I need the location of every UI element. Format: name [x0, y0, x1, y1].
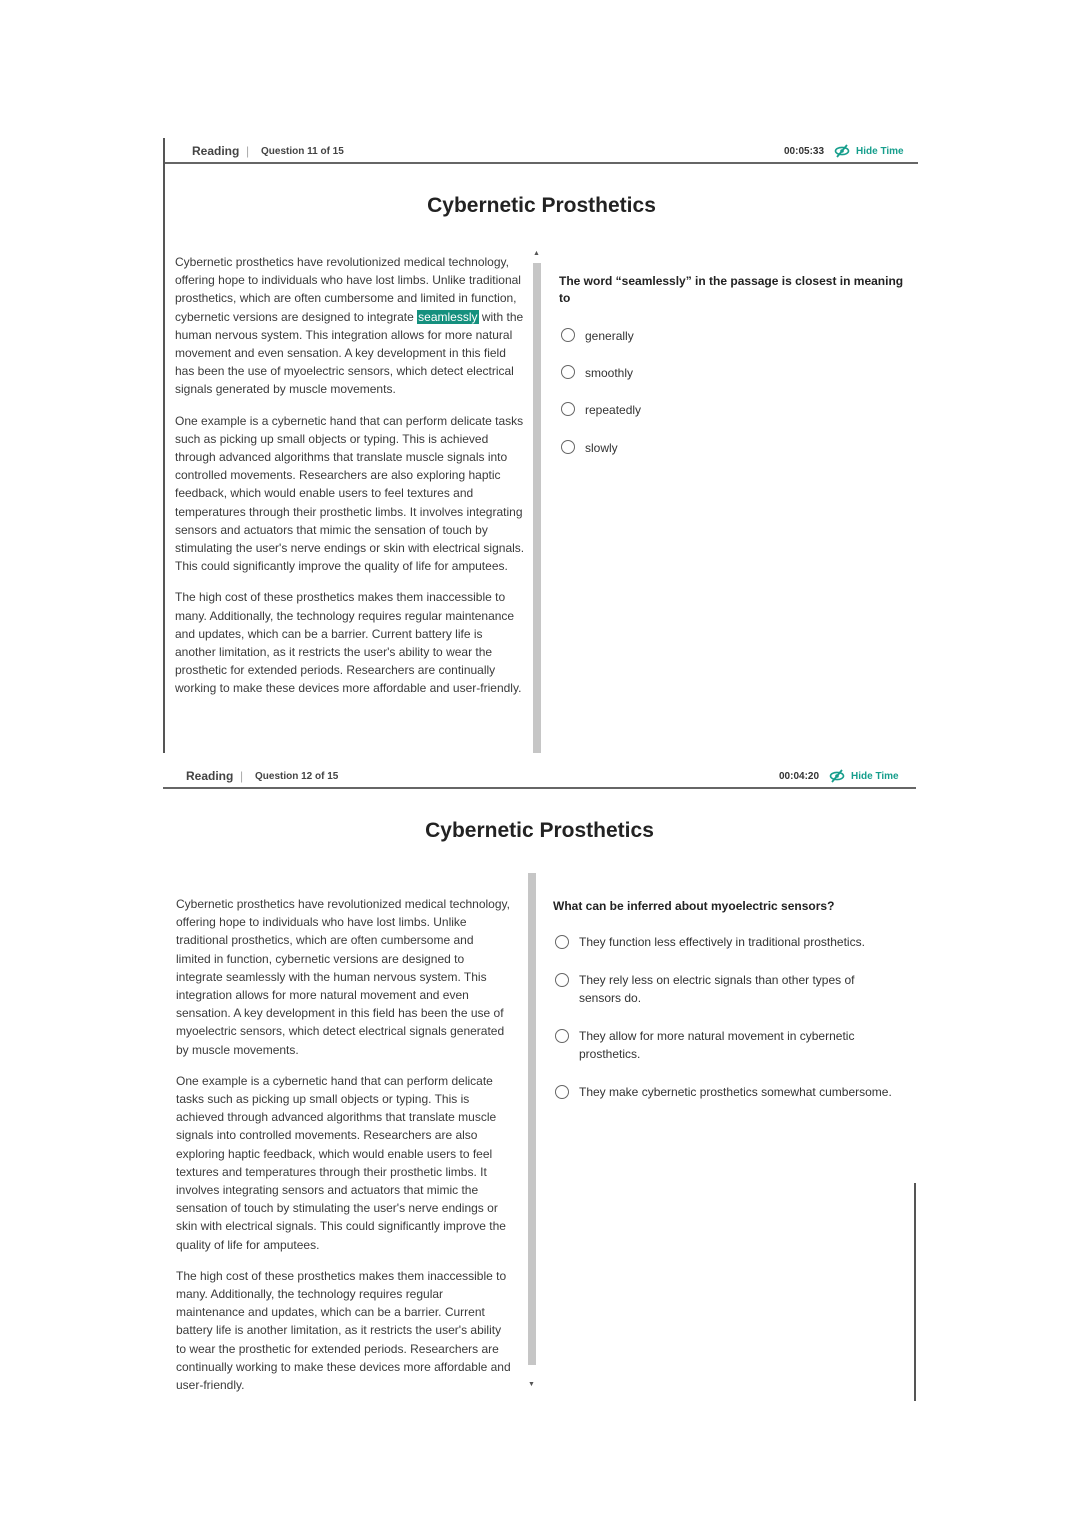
section-label: Reading: [192, 144, 240, 158]
header-separator: |: [240, 769, 244, 783]
section-label: Reading: [186, 769, 234, 783]
passage-paragraph: One example is a cybernetic hand that can perform delicate tasks such as picking up small objects or typing. This is achieved through advanced algorithms that translate muscle signals into controlled movements. Researchers are also exploring haptic feedback, which would enable users to feel textures and temperatures through their prosthetic limbs. It involves integrating sensors and actuators that mimic the sensation of touch by stimulating the user's nerve endings or skin with electrical signals. This could significantly improve the quality of life for amputees.: [176, 1073, 506, 1252]
passage-text: with the human nervous system. This integration allows for more natural movement and even sensation. A key development in this field has been the use of myoelectric sensors, which detect electrical signals generated by muscle movements.: [175, 309, 524, 397]
highlighted-word: seamlessly: [418, 309, 478, 324]
timer: 00:04:20: [779, 771, 820, 782]
header-separator: |: [246, 144, 250, 158]
answer-option-label[interactable]: slowly: [585, 441, 618, 455]
answer-option-label[interactable]: repeatedly: [585, 403, 642, 417]
answer-radio[interactable]: [555, 1029, 569, 1043]
hide-time-button[interactable]: Hide Time: [856, 146, 904, 157]
scroll-down-arrow[interactable]: ▼: [528, 1381, 535, 1388]
question-text: The word “seamlessly” in the passage is closest in meaning to: [559, 274, 904, 305]
answer-option-label[interactable]: They allow for more natural movement in cybernetic prosthetics.: [579, 1029, 855, 1061]
answer-option-label[interactable]: They function less effectively in traditional prosthetics.: [579, 935, 865, 949]
answer-option-label[interactable]: They rely less on electric signals than other types of sensors do.: [579, 973, 855, 1005]
eye-slash-icon[interactable]: [834, 144, 850, 158]
reading-passage: [175, 253, 525, 711]
passage-paragraph: One example is a cybernetic hand that can perform delicate tasks such as picking up small objects or typing. This is achieved through advanced algorithms that translate muscle signals into controlled movements. Researchers are also exploring haptic feedback, which would enable users to feel textures and temperatures through their prosthetic limbs. It involves integrating sensors and actuators that mimic the sensation of touch by stimulating the user's nerve endings or skin with electrical signals. This could significantly improve the quality of life for amputees.: [175, 413, 525, 574]
question-11-screen: [163, 138, 918, 753]
answer-radio[interactable]: [561, 402, 575, 416]
question-text: What can be inferred about myoelectric sensors?: [553, 899, 835, 913]
question-counter: Question 12 of 15: [255, 771, 339, 782]
hide-time-button[interactable]: Hide Time: [851, 771, 899, 782]
passage-paragraph: [175, 253, 525, 399]
eye-slash-icon[interactable]: [829, 769, 845, 783]
answer-option-label[interactable]: They make cybernetic prosthetics somewhat cumbersome.: [579, 1085, 892, 1099]
header-bar: [163, 763, 916, 789]
answer-radio[interactable]: [561, 440, 575, 454]
passage-title: Cybernetic Prosthetics: [427, 194, 656, 217]
question-12-screen: [163, 763, 916, 1393]
answer-radio[interactable]: [561, 328, 575, 342]
passage-scrollbar[interactable]: [533, 263, 541, 753]
answer-option-label[interactable]: smoothly: [585, 366, 634, 380]
answer-radio[interactable]: [555, 973, 569, 987]
passage-scrollbar[interactable]: [528, 873, 536, 1365]
passage-paragraph: The high cost of these prosthetics makes them inaccessible to many. Additionally, the technology requires regular maintenance and updates, which can be a barrier. Current battery life is another limitation, as it restricts the user's ability to wear the prosthetic for extended periods. Researchers are continually working to make these devices more affordable and user-friendly.: [176, 1268, 511, 1393]
header-bar: [165, 138, 918, 164]
answer-radio[interactable]: [555, 1085, 569, 1099]
timer: 00:05:33: [784, 146, 825, 157]
passage-title: Cybernetic Prosthetics: [425, 819, 654, 842]
answer-option-label[interactable]: generally: [585, 329, 634, 343]
passage-paragraph: Cybernetic prosthetics have revolutionized medical technology, offering hope to individuals who have lost limbs. Unlike traditional prosthetics, which are often cumbersome and limited in function, cybernetic versions are designed to integrate seamlessly with the human nervous system. This integration allows for more natural movement and even sensation. A key development in this field has been the use of myoelectric sensors, which detect electrical signals generated by muscle movements.: [176, 897, 510, 1057]
answer-radio[interactable]: [555, 935, 569, 949]
passage-paragraph: The high cost of these prosthetics makes them inaccessible to many. Additionally, the technology requires regular maintenance and updates, which can be a barrier. Current battery life is another limitation, as it restricts the user's ability to wear the prosthetic for extended periods. Researchers are continually working to make these devices more affordable and user-friendly.: [175, 590, 522, 696]
answer-radio[interactable]: [561, 365, 575, 379]
passage-text: Cybernetic prosthetics have revolutionized medical technology, offering hope to individuals who have lost limbs. Unlike traditional prosthetics, which are often cumbersome and limited in function, cybernetic versions are designed to integrate: [175, 255, 521, 324]
question-counter: Question 11 of 15: [261, 146, 344, 157]
scroll-up-arrow[interactable]: ▲: [533, 250, 540, 257]
reading-passage: [176, 895, 511, 1407]
